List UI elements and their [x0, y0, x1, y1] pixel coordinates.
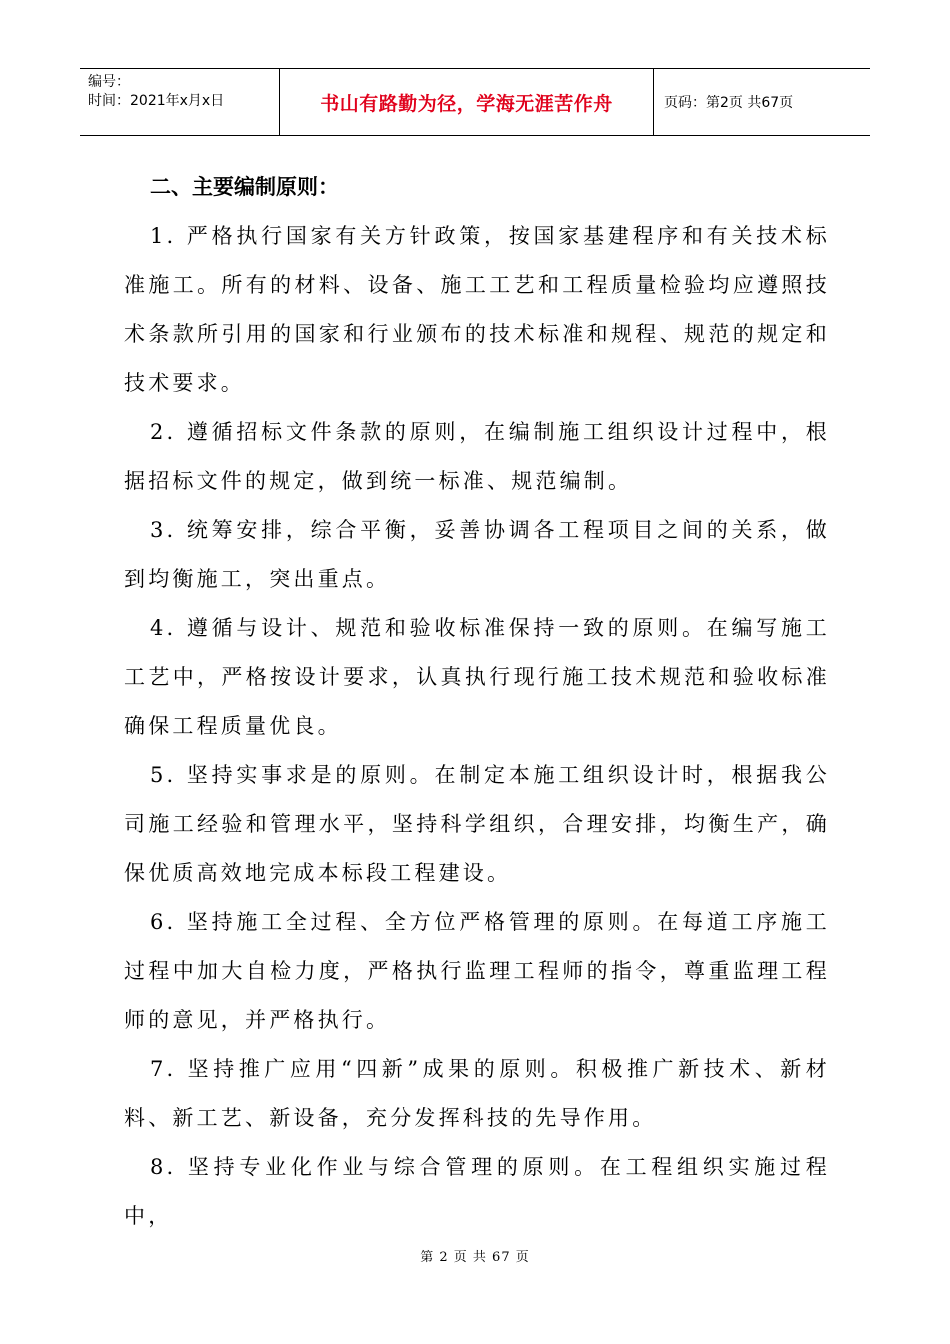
principle-paragraph-4: 4. 遵循与设计、规范和验收标准保持一致的原则。在编写施工工艺中，严格按设计要求，认真执行现行施工技术规范和验收标准确保工程质量优良。 — [124, 616, 830, 738]
principle-paragraph-5: 5. 坚持实事求是的原则。在制定本施工组织设计时，根据我公司施工经验和管理水平，坚持科学组织，合理安排，均衡生产，确保优质高效地完成本标段工程建设。 — [124, 763, 830, 885]
serial-number-label: 编号： — [88, 74, 130, 90]
principle-paragraph-2: 2. 遵循招标文件条款的原则，在编制施工组织设计过程中，根据招标文件的规定，做到统一标准、规范编制。 — [124, 420, 830, 493]
principle-paragraph-1: 1. 严格执行国家有关方针政策，按国家基建程序和有关技术标准施工。所有的材料、设备、施工工艺和工程质量检验均应遵照技术条款所引用的国家和行业颁布的技术标准和规程、规范的规定和技术要求。 — [124, 224, 830, 395]
principle-paragraph-3: 3. 统筹安排，综合平衡，妥善协调各工程项目之间的关系，做到均衡施工，突出重点。 — [124, 518, 830, 591]
section-heading: 二、主要编制原则： — [150, 175, 339, 199]
header-motto: 书山有路勤为径，学海无涯苦作舟 — [280, 69, 654, 135]
page-header — [80, 68, 870, 136]
header-meta-cell — [80, 69, 280, 135]
principle-paragraph-7: 7. 坚持推广应用“四新”成果的原则。积极推广新技术、新材料、新工艺、新设备，充分发挥科技的先导作用。 — [124, 1057, 830, 1130]
header-page-info: 页码：第2页 共67页 — [664, 95, 794, 111]
date-label: 时间：2021年x月x日 — [88, 93, 225, 109]
document-body — [124, 162, 830, 1241]
page-footer: 第 2 页 共 67 页 — [420, 1250, 530, 1265]
principle-paragraph-8: 8. 坚持专业化作业与综合管理的原则。在工程组织实施过程中， — [124, 1155, 830, 1228]
principle-paragraph-6: 6. 坚持施工全过程、全方位严格管理的原则。在每道工序施工过程中加大自检力度，严格执行监理工程师的指令，尊重监理工程师的意见，并严格执行。 — [124, 910, 830, 1032]
